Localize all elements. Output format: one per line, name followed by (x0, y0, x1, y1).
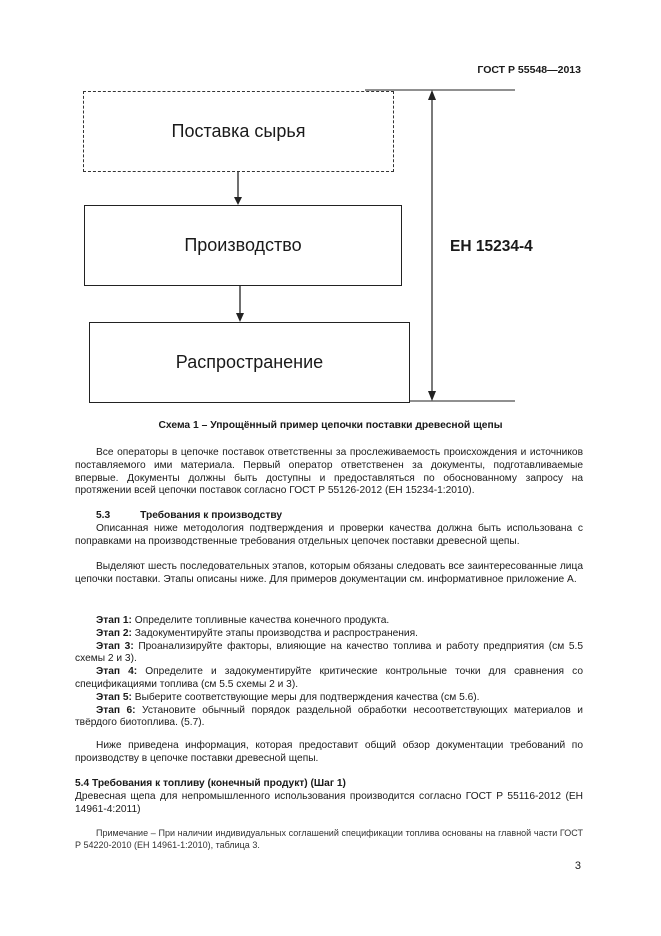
paragraph-methodology (75, 523, 583, 549)
arrow-2-head (236, 313, 244, 322)
step-text: Выберите соответствующие меры для подтверждения качества (см 5.6). (131, 691, 480, 703)
paragraph-stages-text: Выделяют шесть последовательных этапов, которым обязаны следовать все заинтересованные лица цепочки поставки. Этапы описаны ниже. Для примеров документации см. информативное приложение А. (75, 561, 583, 585)
step-text: Установите обычный порядок раздельной обработки несоответствующих материалов и твёрдого биотоплива. (5.7). (75, 704, 583, 729)
standard-label: EH 15234-4 (450, 238, 533, 255)
step-text: Задокументируйте этапы производства и распространения. (131, 627, 418, 639)
step-item (75, 692, 583, 705)
step-label: Этап 5: (96, 691, 132, 703)
paragraph-overview (75, 740, 583, 766)
section-5-3-number: 5.3 (96, 510, 111, 521)
paragraph-methodology-text: Описанная ниже методология подтверждения и проверки качества должна быть использована с поправками на производственные требования отдельных цепочек поставки древесной щепы. (75, 523, 583, 547)
step-item (75, 705, 583, 731)
span-arrow-top (428, 90, 436, 100)
step-label: Этап 1: (96, 615, 132, 626)
step-label: Этап 4: (96, 666, 138, 678)
section-5-3-heading (75, 510, 583, 523)
box-distribution-label: Распространение (175, 352, 324, 372)
paragraph-operators-text: Все операторы в цепочке поставок ответственны за прослеживаемость происхождения и источников поставляемого ими материала. Первый оператор ответственен за документы, подготавливаемые впервые. Документы должны быть доступны и предоставляться по обоснованному запросу на протяжении всей цепочки поставок согласно ГОСТ Р 55126-2012 (EH 15234-1:2010). (75, 447, 583, 497)
step-item (75, 641, 583, 667)
step-text: Определите топливные качества конечного продукта. (131, 615, 390, 626)
span-arrow-bottom (428, 391, 436, 401)
document-id: ГОСТ Р 55548—2013 (477, 64, 581, 76)
step-item (75, 615, 583, 628)
step-label: Этап 3: (96, 640, 134, 652)
step-label: Этап 6: (96, 704, 136, 716)
paragraph-operators (75, 447, 583, 498)
paragraph-wood-chips-text: Древесная щепа для непромышленного использования производится согласно ГОСТ Р 55116-2012 (EH 14961-4:2011) (75, 791, 583, 815)
box-raw-supply (83, 91, 394, 172)
paragraph-overview-text: Ниже приведена информация, которая предоставит общий обзор документации требований по производству в цепочке поставки древесной щепы. (75, 740, 583, 764)
step-label: Этап 2: (96, 627, 132, 639)
step-item (75, 628, 583, 641)
box-raw-supply-label: Поставка сырья (171, 121, 306, 141)
section-5-4-title: 5.4 Требования к топливу (конечный продукт) (Шаг 1) (75, 778, 346, 789)
section-5-3-title: Требования к производству (140, 510, 282, 521)
step-text: Проанализируйте факторы, влияющие на качество топлива и работу предприятия (см 5.5 схемы 2 и 3). (75, 640, 583, 665)
figure-caption: Схема 1 – Упрощённый пример цепочки поставки древесной щепы (158, 420, 503, 431)
paragraph-stages (75, 561, 583, 587)
paragraph-wood-chips (75, 791, 583, 817)
arrow-1-head (234, 197, 242, 205)
steps-list (75, 615, 583, 730)
section-5-4-heading (75, 778, 583, 791)
box-production-label: Производство (184, 235, 302, 255)
box-production (84, 205, 402, 286)
note-text: Примечание – При наличии индивидуальных соглашений спецификации топлива основаны на главной части ГОСТ Р 54220-2010 (EH 14961-1:2010), таблица 3. (75, 828, 583, 850)
step-text: Определите и задокументируйте критические контрольные точки для сравнения со спецификациями топлива (см 5.5 схемы 2 и 3). (75, 666, 583, 690)
step-item (75, 666, 583, 692)
box-distribution (89, 322, 410, 403)
page-number: 3 (574, 860, 581, 872)
note (75, 828, 583, 851)
